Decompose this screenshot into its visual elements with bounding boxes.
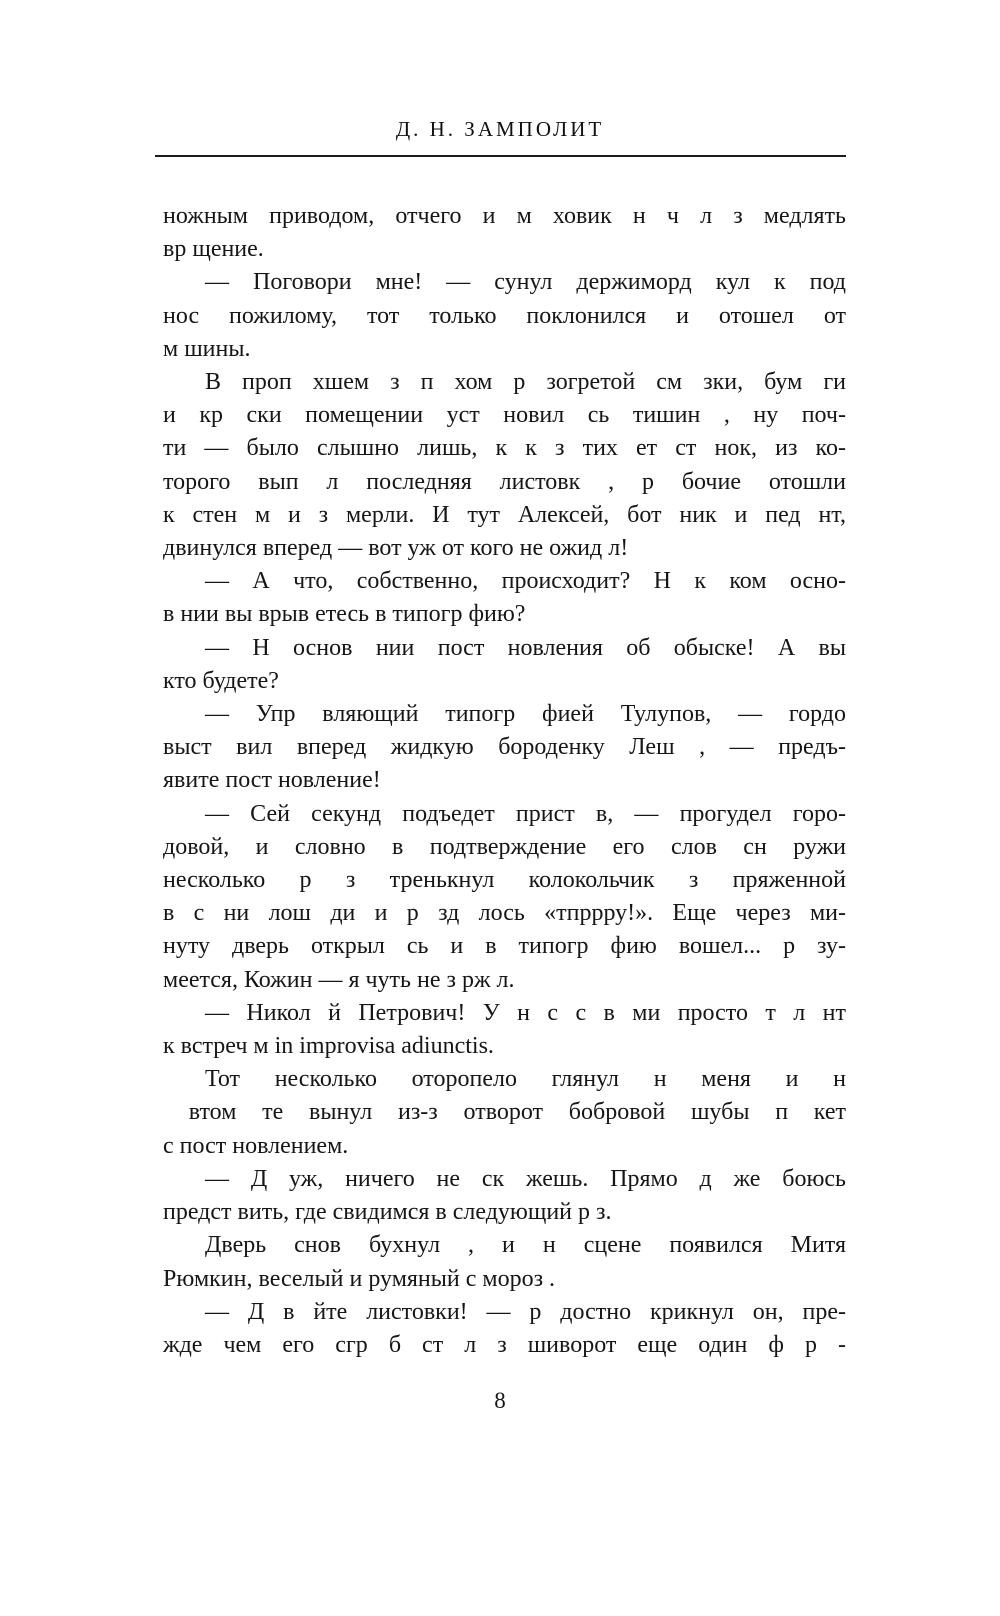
text-line: явите пост новление! — [163, 767, 381, 794]
paragraph — [163, 565, 846, 631]
running-header: Д. Н. ЗАМПОЛИТ — [395, 117, 605, 141]
paragraph — [163, 1229, 846, 1295]
paragraph — [163, 366, 846, 565]
text-line: жде чем его сгр б ст л з шиворот еще один ф р - — [163, 1331, 846, 1358]
text-line: Дверь снов бухнул , и н сцене появился Митя — [205, 1232, 846, 1259]
text-line: меется, Кожин — я чуть не з рж л. — [163, 966, 515, 993]
text-line: в нии вы врыв етесь в типогр фию? — [163, 601, 526, 628]
text-line: — Сей секунд подъедет прист в, — прогудел горо- — [205, 800, 846, 827]
text-line: к встреч м in improvisa adiunctis. — [163, 1033, 494, 1060]
text-line: кто будете? — [163, 667, 279, 694]
text-line: — Никол й Петрович! У н с с в ми просто т л нт — [205, 999, 846, 1026]
text-line: нос пожилому, тот только поклонился и отошел от — [163, 302, 846, 329]
text-line: — Н основ нии пост новления об обыске! А вы — [205, 634, 846, 661]
text-line: с пост новлением. — [163, 1132, 349, 1159]
text-line: — А что, собственно, происходит? Н к ком осно- — [205, 568, 846, 595]
text-line: Тот несколько оторопело глянул н меня и н — [205, 1066, 846, 1093]
paragraph — [163, 632, 846, 698]
text-line: нуту дверь открыл сь и в типогр фию вошел... р зу- — [163, 933, 846, 960]
text-line: выст вил вперед жидкую бороденку Леш , — предъ- — [163, 734, 846, 761]
paragraph — [163, 798, 846, 997]
paragraph — [163, 1296, 846, 1362]
text-line: — Поговори мне! — сунул держиморд кул к под — [205, 269, 846, 296]
text-line: предст вить, где свидимся в следующий р з. — [163, 1199, 612, 1226]
text-line: — Упр вляющий типогр фией Тулупов, — гордо — [205, 701, 846, 728]
text-line: к стен м и з мерли. И тут Алексей, бот ник и пед нт, — [163, 501, 846, 528]
page-number: 8 — [494, 1388, 506, 1413]
paragraph — [163, 266, 846, 366]
header-rule — [155, 155, 846, 157]
paragraph — [163, 1163, 846, 1229]
text-line: вр щение. — [163, 236, 264, 263]
text-line: и кр ски помещении уст новил сь тишин , ну поч- — [163, 402, 846, 429]
body-text — [163, 200, 846, 1362]
paragraph — [163, 200, 846, 266]
text-line: — Д уж, ничего не ск жешь. Прямо д же боюсь — [205, 1165, 846, 1192]
text-line: двинулся вперед — вот уж от кого не ожид л! — [163, 535, 629, 562]
text-line: довой, и словно в подтверждение его слов сн ружи — [163, 833, 846, 860]
text-line: В проп хшем з п хом р зогретой см зки, бум ги — [205, 369, 846, 396]
text-line: ти — было слышно лишь, к к з тих ет ст нок, из ко- — [163, 435, 846, 462]
paragraph — [163, 1063, 846, 1163]
text-line: втом те вынул из-з отворот бобровой шубы п кет — [163, 1099, 846, 1126]
text-line: м шины. — [163, 335, 251, 362]
paragraph — [163, 698, 846, 798]
text-line: — Д в йте листовки! — р достно крикнул он, пре- — [205, 1298, 846, 1325]
text-line: Рюмкин, веселый и румяный с мороз . — [163, 1265, 556, 1292]
text-line: в с ни лош ди и р зд лось «тпррру!». Еще через ми- — [163, 900, 846, 927]
text-line: ножным приводом, отчего и м ховик н ч л з медлять — [163, 203, 846, 229]
text-line: несколько р з тренькнул колокольчик з пряженной — [163, 867, 846, 894]
paragraph — [163, 997, 846, 1063]
text-line: торого вып л последняя листовк , р бочие отошли — [163, 468, 846, 495]
